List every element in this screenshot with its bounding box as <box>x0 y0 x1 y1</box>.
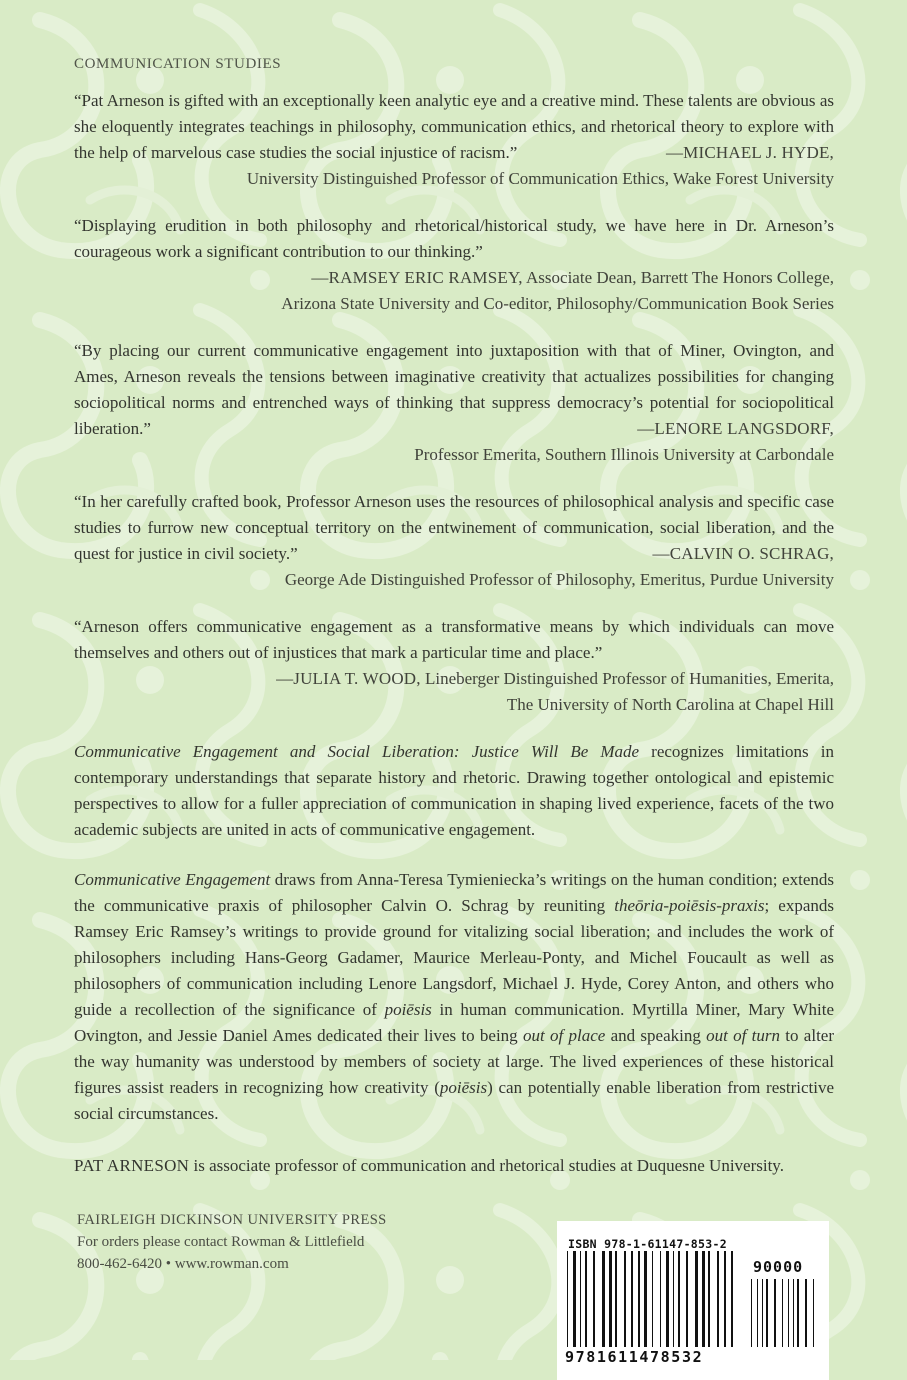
endorser-name: —RAMSEY ERIC RAMSEY, <box>311 268 523 287</box>
book-title: Communicative Engagement and Social Liberation: Justice Will Be Made <box>74 742 640 761</box>
orders-contact: For orders please contact Rowman & Littlefield <box>77 1234 365 1250</box>
barcode-bar <box>585 1251 587 1347</box>
barcode-bar <box>602 1251 605 1347</box>
endorser-name: —JULIA T. WOOD, <box>276 669 421 688</box>
endorser-name: —LENORE LANGSDORF, <box>637 419 834 438</box>
endorser-affiliation: Lineberger Distinguished Professor of Humanities, Emerita, <box>424 669 834 688</box>
endorser-name: —MICHAEL J. HYDE, <box>665 143 834 162</box>
endorsement-quote: “By placing our current communicative engagement into juxtaposition with that of Miner, Ovington, and Ames, Arneson reveals the tensions between imaginative creativity that actualizes possibilities for changing sociopolitical norms and entrenched ways of thinking that suppress democracy’s potential for sociopolitical liberation.” <box>74 341 834 438</box>
endorsement-hyde <box>74 88 834 192</box>
endorser-affiliation: The University of North Carolina at Chapel Hill <box>506 695 834 714</box>
barcode-bar <box>593 1251 595 1347</box>
barcode-bar <box>762 1279 763 1347</box>
endorser-affiliation: Arizona State University and Co-editor, Philosophy/Communication Book Series <box>281 294 834 313</box>
publisher-info <box>77 1209 387 1275</box>
endorser-affiliation: Professor Emerita, Southern Illinois University at Carbondale <box>414 445 834 464</box>
author-name: PAT ARNESON <box>74 1156 190 1175</box>
endorsement-quote: “In her carefully crafted book, Professor Arneson uses the resources of philosophical analysis and specific case studies to furrow new conceptual territory on the entwinement of communication, social liberation, and the quest for justice in civil society.” <box>74 492 834 563</box>
barcode-bar <box>717 1251 719 1347</box>
endorser-affiliation: Associate Dean, Barrett The Honors College, <box>526 268 834 287</box>
isbn-label: ISBN 978-1-61147-853-2 <box>568 1237 727 1251</box>
barcode-bar <box>702 1251 705 1347</box>
barcode-bar <box>797 1279 799 1347</box>
back-cover-text <box>74 88 834 1179</box>
book-description-2: Communicative Engagement draws from Anna-Teresa Tymieniecka’s writings on the human condition; extends the communicative praxis of philosopher Calvin O. Schrag by reuniting theōria-poiēsis-praxis; expands Ramsey Eric Ramsey’s writings to provide ground for vitalizing social liberation; and includes the work of philosophers including Hans-Georg Gadamer, Maurice Merleau-Ponty, and Michel Foucault as well as philosophers of communication including Lenore Langsdorf, Michael J. Hyde, Corey Anton, and others who guide a recollection of the significance of poiēsis in human communication. Myrtilla Miner, Mary White Ovington, and Jessie Daniel Ames dedicated their lives to being out of place and speaking out of turn to alter the way humanity was understood by members of society at large. The lived experiences of these historical figures assist readers in recognizing how creativity (poiēsis) can potentially enable liberation from restrictive social circumstances. <box>74 870 834 1123</box>
endorser-name-affiliation <box>74 666 834 692</box>
endorsement-langsdorf <box>74 338 834 468</box>
barcode-bar <box>573 1251 576 1347</box>
barcode-bar <box>788 1279 789 1347</box>
book-short-title: Communicative Engagement <box>74 870 271 889</box>
barcode-bar <box>805 1279 807 1347</box>
barcode-bar <box>751 1279 752 1347</box>
barcode-bar <box>782 1279 783 1347</box>
endorser-name-affiliation <box>74 265 834 291</box>
barcode-bar <box>678 1251 680 1347</box>
barcode-bar <box>624 1251 626 1347</box>
barcode-bar <box>673 1251 674 1347</box>
barcode-bar <box>695 1251 698 1347</box>
endorsement-schrag <box>74 489 834 593</box>
barcode-bar <box>757 1279 758 1347</box>
barcode-bar <box>644 1251 647 1347</box>
barcode-bar <box>580 1251 581 1347</box>
barcode-bar <box>609 1251 612 1347</box>
endorser-affiliation: University Distinguished Professor of Communication Ethics, Wake Forest University <box>246 169 834 188</box>
endorsement-quote: “Displaying erudition in both philosophy and rhetorical/historical study, we have here in Dr. Arneson’s courageous work a significant contribution to our thinking.” <box>74 216 834 261</box>
barcode-bar <box>793 1279 794 1347</box>
book-description-1: Communicative Engagement and Social Liberation: Justice Will Be Made recognizes limitations in contemporary understandings that separate history and rhetoric. Drawing together ontological and epistemic perspectives to allow for a fuller appreciation of communication in shaping lived experience, facets of the two academic subjects are united in acts of communicative engagement. <box>74 742 834 839</box>
barcode-bar <box>766 1279 768 1347</box>
barcode-bar <box>774 1279 776 1347</box>
barcode-bar <box>638 1251 640 1347</box>
phone-website: 800-462-6420 • www.rowman.com <box>77 1256 289 1272</box>
barcode-bar <box>724 1251 726 1347</box>
price-addon-digits: 90000 <box>753 1258 804 1276</box>
endorsement-ramsey <box>74 213 834 317</box>
barcode-bar <box>631 1251 633 1347</box>
barcode-bar <box>660 1251 661 1347</box>
barcode-bar <box>615 1251 617 1347</box>
endorser-affiliation: George Ade Distinguished Professor of Philosophy, Emeritus, Purdue University <box>284 570 834 589</box>
category-label: COMMUNICATION STUDIES <box>74 56 282 72</box>
endorsement-wood <box>74 614 834 718</box>
barcode-bar <box>813 1279 814 1347</box>
isbn-barcode <box>557 1221 829 1380</box>
publisher-name: FAIRLEIGH DICKINSON UNIVERSITY PRESS <box>77 1212 387 1228</box>
ean-digits: 9781611478532 <box>565 1348 704 1366</box>
barcode-bar <box>666 1251 669 1347</box>
author-bio: PAT ARNESON is associate professor of communication and rhetorical studies at Duquesne University. <box>74 1156 784 1175</box>
barcode-bar <box>731 1251 733 1347</box>
endorsement-quote: “Arneson offers communicative engagement as a transformative means by which individuals can move themselves and others out of injustices that mark a particular time and place.” <box>74 617 834 662</box>
barcode-bar <box>567 1251 568 1347</box>
endorser-name: —CALVIN O. SCHRAG, <box>652 544 834 563</box>
endorsement-quote: “Pat Arneson is gifted with an exceptionally keen analytic eye and a creative mind. These talents are obvious as she eloquently integrates teachings in philosophy, communication ethics, and rhetorical theory to explore with the help of marvelous case studies the social injustice of racism.” <box>74 91 834 162</box>
barcode-bar <box>652 1251 653 1347</box>
barcode-bar <box>708 1251 710 1347</box>
barcode-bar <box>686 1251 688 1347</box>
